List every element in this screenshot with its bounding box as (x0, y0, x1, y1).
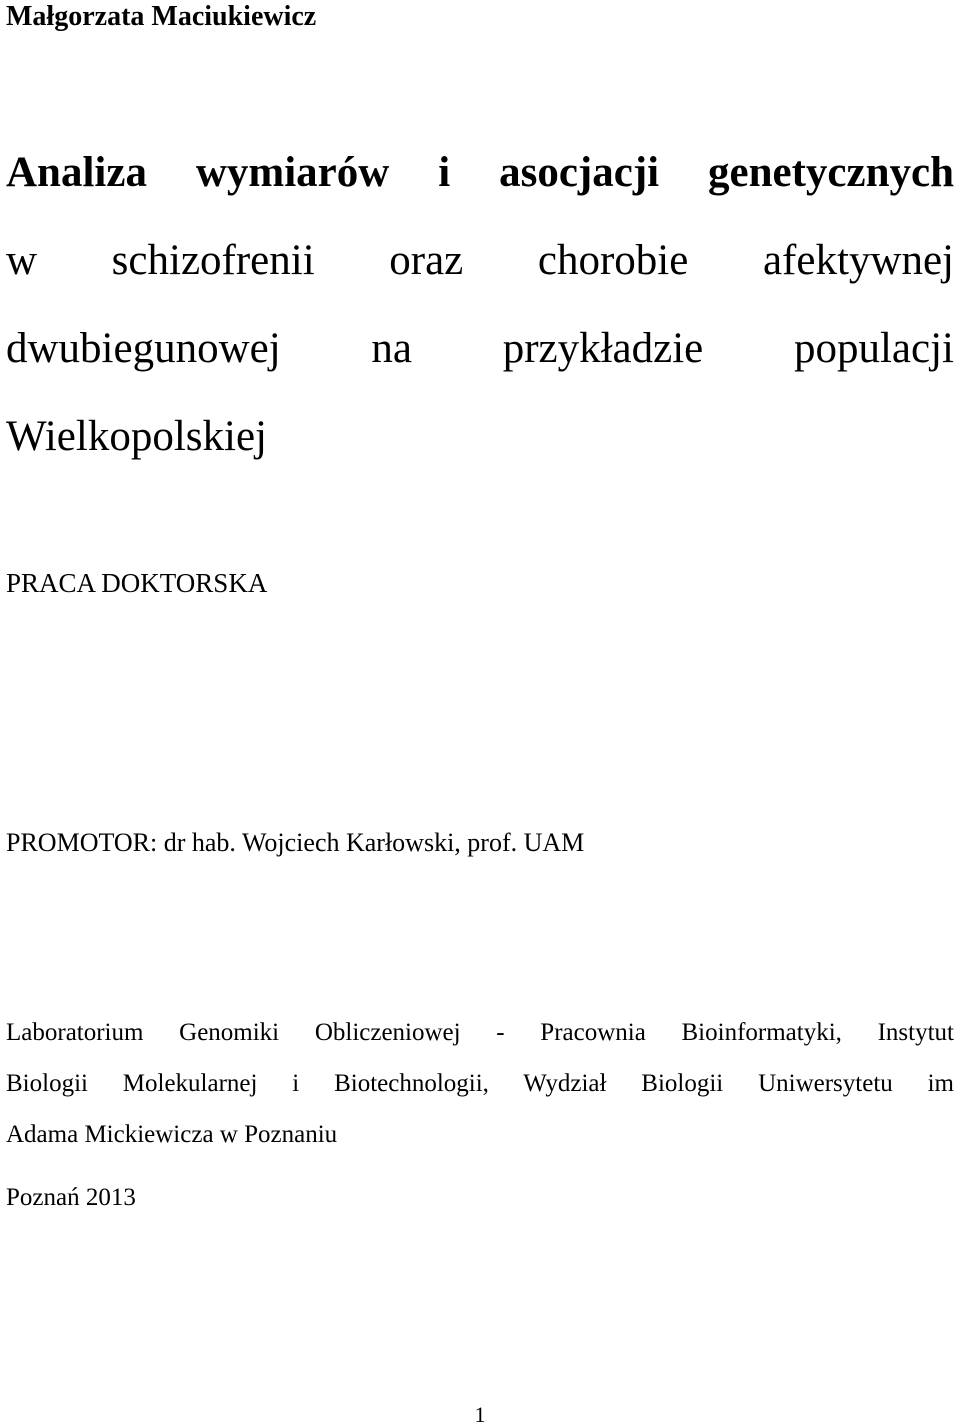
thesis-title-line-2: w schizofrenii oraz chorobie afektywnej (6, 237, 954, 284)
thesis-title-line-3: dwubiegunowej na przykładzie populacji (6, 325, 954, 372)
thesis-title-line-4: Wielkopolskiej (6, 413, 268, 460)
page-number: 1 (474, 1402, 486, 1427)
place-and-date: Poznań 2013 (6, 1184, 136, 1211)
author-name: Małgorzata Maciukiewicz (6, 1, 317, 32)
affiliation-line-1: Laboratorium Genomiki Obliczeniowej - Pracownia Bioinformatyki, Instytut (6, 1019, 954, 1046)
affiliation-line-3: Adama Mickiewicza w Poznaniu (6, 1121, 338, 1148)
thesis-title-line-1: Analiza wymiarów i asocjacji genetycznych (6, 149, 954, 196)
promotor-line: PROMOTOR: dr hab. Wojciech Karłowski, prof. UAM (6, 828, 585, 857)
thesis-type: PRACA DOKTORSKA (6, 568, 268, 598)
affiliation-line-2: Biologii Molekularnej i Biotechnologii, Wydział Biologii Uniwersytetu im (6, 1070, 954, 1097)
